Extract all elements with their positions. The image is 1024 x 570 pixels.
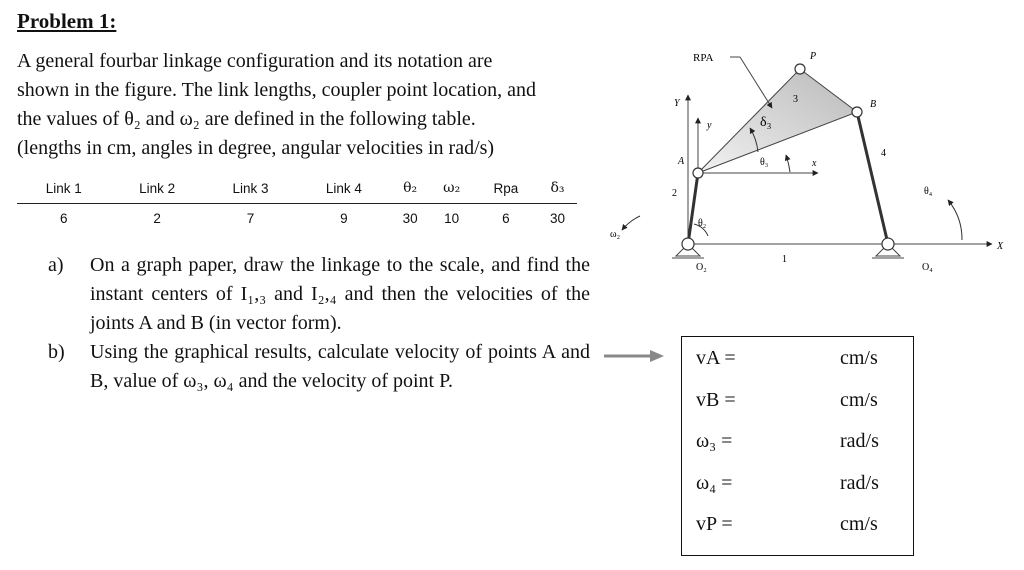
coupler-link [698, 69, 857, 173]
label-link1: 1 [782, 254, 787, 265]
label-theta2: θ₂ [698, 218, 707, 229]
answer-row [682, 472, 913, 502]
label-x-local: x [812, 158, 817, 169]
answer-unit: cm/s [840, 347, 878, 369]
question-b [48, 338, 590, 396]
answer-row [682, 430, 913, 460]
value-omega2: 10 [444, 210, 460, 226]
value-link2: 2 [153, 210, 161, 226]
ground-support-o4 [872, 238, 904, 258]
answer-unit: cm/s [840, 513, 878, 535]
header-omega2: ω₂ [443, 180, 461, 196]
rocker-link [857, 112, 888, 244]
header-link3: Link 3 [232, 180, 269, 196]
parameter-table [17, 173, 577, 232]
theta4-arc [948, 200, 962, 240]
ground-support-o2 [672, 238, 704, 258]
problem-intro [17, 47, 589, 163]
label-o2: O₂ [696, 262, 707, 273]
label-y-local: y [707, 120, 712, 131]
intro-line: the values of θ₂ and ω₂ are defined in the following table. [17, 108, 476, 130]
value-theta2: 30 [402, 210, 418, 226]
label-link4: 4 [881, 148, 886, 159]
label-p: P [810, 51, 817, 62]
answer-box [681, 336, 914, 556]
right-arrow-icon [604, 349, 664, 363]
point-p [795, 64, 805, 74]
value-link3: 7 [246, 210, 255, 226]
table-header-row [17, 173, 577, 204]
value-link4: 9 [340, 210, 348, 226]
answer-symbol: vP = [696, 513, 733, 535]
label-theta3: θ₃ [760, 157, 769, 168]
answer-symbol: vB = [696, 389, 736, 411]
header-rpa: Rpa [493, 180, 519, 196]
question-text: On a graph paper, draw the linkage to the scale, and find the instant centers of I₁,₃ and I₂,₄ and then the velocities of the joints A and B (in vector form). [90, 254, 590, 334]
answer-unit: cm/s [840, 389, 878, 411]
intro-line: (lengths in cm, angles in degree, angular velocities in rad/s) [17, 137, 495, 159]
question-a [48, 251, 590, 338]
crank-link [688, 173, 698, 244]
rpa-arrow [740, 57, 772, 108]
omega2-arc [622, 216, 640, 230]
label-b: B [870, 99, 877, 110]
question-text: Using the graphical results, calculate velocity of points A and B, value of ω₃, ω₄ and the velocity of point P. [90, 341, 590, 392]
label-omega2: ω₂ [610, 229, 621, 240]
answer-symbol: ω₃ = [696, 430, 733, 452]
label-theta4: θ₄ [924, 186, 933, 197]
header-link1: Link 1 [45, 180, 82, 196]
label-delta3: δ₃ [760, 115, 772, 130]
header-link4: Link 4 [325, 180, 362, 196]
label-rpa: RPA [693, 52, 714, 64]
answer-row [682, 513, 913, 543]
pin-a [693, 168, 703, 178]
table-row [17, 204, 577, 233]
pin-b [852, 107, 862, 117]
answer-symbol: vA = [696, 347, 736, 369]
theta3-arc [786, 155, 790, 172]
question-label: b) [48, 341, 65, 363]
answer-row [682, 347, 913, 377]
value-delta3: 30 [549, 210, 565, 226]
value-rpa: 6 [502, 210, 510, 226]
value-link1: 6 [59, 210, 68, 226]
header-theta2: θ₂ [403, 180, 418, 196]
answer-unit: rad/s [840, 430, 879, 452]
answer-unit: rad/s [840, 472, 879, 494]
answer-row [682, 389, 913, 419]
intro-line: shown in the figure. The link lengths, coupler point location, and [17, 79, 536, 101]
label-y-axis: Y [674, 98, 680, 109]
question-label: a) [48, 254, 64, 276]
fourbar-linkage-diagram [600, 40, 1024, 280]
header-delta3: δ₃ [550, 180, 565, 196]
label-x-axis: X [997, 241, 1004, 252]
answer-symbol: ω₄ = [696, 472, 733, 494]
header-link2: Link 2 [139, 180, 176, 196]
intro-line: A general fourbar linkage configuration and its notation are [17, 50, 493, 72]
problem-title: Problem 1: [17, 9, 117, 33]
label-link2: 2 [672, 188, 677, 199]
question-list [48, 251, 590, 396]
label-link3: 3 [793, 94, 798, 105]
label-o4: O₄ [922, 262, 933, 273]
label-a: A [678, 156, 685, 167]
